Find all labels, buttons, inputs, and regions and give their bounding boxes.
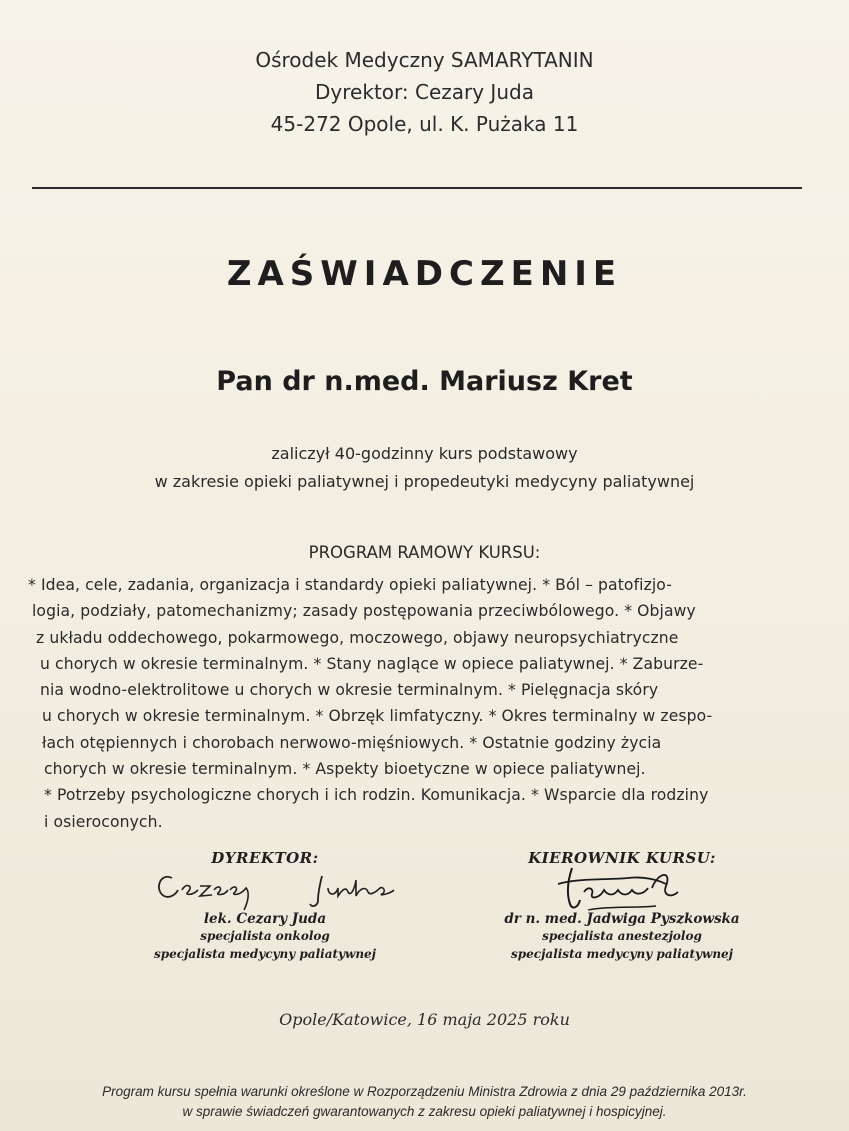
program-line: u chorych w okresie terminalnym. * Stany naglące w opiece paliatywnej. * Zaburze- [40,654,704,673]
program-body [28,572,818,835]
issue-date: Opole/Katowice, 16 maja 2025 roku [279,1010,570,1029]
course-leader-name: dr n. med. Jadwiga Pyszkowska [504,911,740,927]
program-line: i osieroconych. [44,812,163,831]
program-heading: PROGRAM RAMOWY KURSU: [308,543,541,562]
director-specialty-1: specjalista onkolog [200,929,330,943]
course-statement [0,440,849,496]
recipient-name: Pan dr n.med. Mariusz Kret [216,366,633,397]
program-line: * Potrzeby psychologiczne chorych i ich rodzin. Komunikacja. * Wsparcie dla rodziny [44,786,709,805]
program-line: logia, podziały, patomechanizmy; zasady postępowania przeciwbólowego. * Objawy [32,602,696,621]
legal-footnote [0,1082,849,1122]
director-line: Dyrektor: Cezary Juda [315,80,534,104]
program-line: u chorych w okresie terminalnym. * Obrzęk limfatyczny. * Okres terminalny w zespo- [42,707,713,726]
course-statement-line-2: w zakresie opieki paliatywnej i propedeutyki medycyny paliatywnej [154,472,695,491]
director-role-label: DYREKTOR: [211,849,319,867]
institution-header [0,44,849,140]
program-line: chorych w okresie terminalnym. * Aspekty bioetyczne w opiece paliatywnej. [44,760,646,779]
program-line: * Idea, cele, zadania, organizacja i standardy opieki paliatywnej. * Ból – patofizjo- [28,576,672,594]
course-leader-specialty-1: specjalista anestezjolog [542,929,702,943]
course-leader-handwritten-signature [548,862,698,922]
legal-footnote-line-2: w sprawie świadczeń gwarantowanych z zakresu opieki paliatywnej i hospicyjnej. [182,1104,667,1119]
course-statement-line-1: zaliczył 40-godzinny kurs podstawowy [271,444,578,463]
institution-address: 45-272 Opole, ul. K. Pużaka 11 [270,112,579,136]
institution-name: Ośrodek Medyczny SAMARYTANIN [255,48,594,72]
legal-footnote-line-1: Program kursu spełnia warunki określone w Rozporządzeniu Ministra Zdrowia z dnia 29 października 2013r. [102,1084,747,1099]
director-specialty-2: specjalista medycyny paliatywnej [153,947,377,961]
course-leader-role-label: KIEROWNIK KURSU: [528,849,716,867]
program-line: z układu oddechowego, pokarmowego, moczowego, objawy neuropsychiatryczne [36,628,679,647]
header-divider [32,187,802,189]
program-line: nia wodno-elektrolitowe u chorych w okresie terminalnym. * Pielęgnacja skóry [40,681,659,700]
director-handwritten-signature [150,862,400,912]
course-leader-specialty-2: specjalista medycyny paliatywnej [510,947,734,961]
director-name: lek. Cezary Juda [203,911,327,927]
program-line: łach otępiennych i chorobach nerwowo-mięśniowych. * Ostatnie godziny życia [42,733,662,752]
document-title: ZAŚWIADCZENIE [226,254,623,294]
